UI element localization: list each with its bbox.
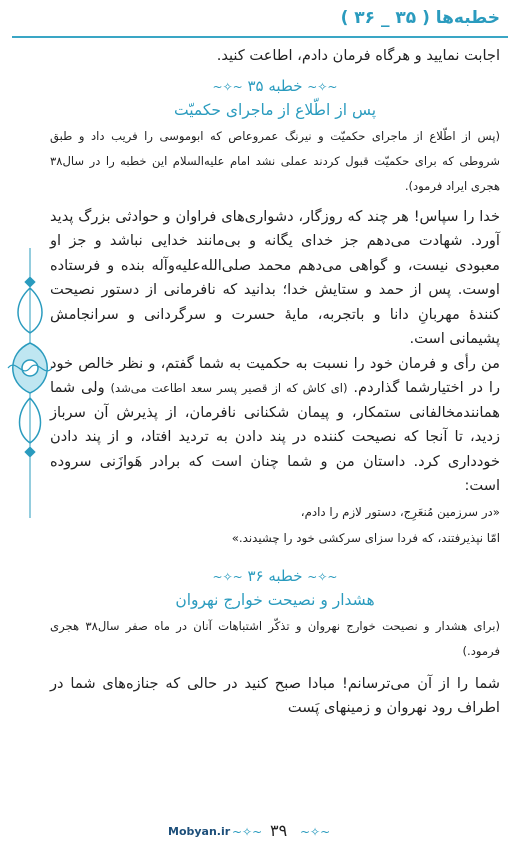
page-footer: [0, 821, 520, 849]
sermon-35-intro: (پس از اطّلاع از ماجرای حکمیّت و نیرنگ عمروعاص که ابوموسی را فریب داد و طبق شروطی که برای حکمیّت قبول کردند عملی نشد امام علیه‌السلام این خطبه را در سال۳۸ هجری ایراد فرمود).: [50, 128, 500, 193]
sermon-35-para-2b: ولی شما همانندمخالفانی ستمکار، و پیمان شکنانی نافرمان، از پذیرش آن سرباز زدید، تا آنجا که نصیحت کننده در پند دادن به تردید افتاد، و از پند دادن خودداری کرد. داستان من و شما چنان است که برادر هَوازَنی سروده است:: [50, 379, 500, 494]
sermon-36-para-1: شما را از آن می‌ترسانم! مبادا صبح کنید در حالی که جنازه‌های شما در اطراف رود نهروان و زمینهای پَست: [50, 674, 500, 716]
ornament-icon: ~✧~: [307, 569, 338, 584]
sermon-35-para-2: [50, 352, 500, 499]
ornament-icon: ~✧~: [212, 79, 243, 94]
page-number: ۳۹: [270, 821, 288, 840]
sermon-35-para-2a: من رأی و فرمان خود را نسبت به حکمیت به شما گفتم، و نظر خالص خود را در اختیارشما گذاردم.: [50, 354, 500, 396]
sermon-35-note: (ای کاش که از قصیر پسر سعد اطاعت می‌شد): [110, 381, 348, 395]
margin-ornament-icon: [2, 248, 58, 518]
page-content: [50, 44, 500, 721]
site-watermark: Mobyan.ir: [168, 825, 231, 838]
sermon-35-heading: [50, 75, 500, 122]
sermon-35-para-1: خدا را سپاس! هر چند که روزگار، دشواری‌های فراوان و حوادثی بزرگ پدید آورد. شهادت می‌دهم جز خدای یگانه و بی‌مانند خدایی نباشد و جز او معبودی نیست، و گواهی می‌دهم محمد صلی‌الله‌علیه‌وآله بنده و فرستاده اوست. پس از حمد و ستایش خدا؛ بدانید که نافرمانی از دستور نصیحت کنندهٔ مهربانِ دانا و باتجربه، مایهٔ حسرت و سرگردانی و سرانجامش پشیمانی است.: [50, 207, 500, 347]
sermon-35-subtitle: پس از اطّلاع از ماجرای حکمیّت: [173, 100, 377, 119]
ornament-icon: ~✧~: [300, 825, 331, 839]
sermon-36-intro: (برای هشدار و نصیحت خوارج نهروان و تذکّر اشتباهات آنان در ماه صفر سال۳۸ هجری فرمود.): [50, 618, 500, 658]
poem-line-1: «در سرزمین مُنعَرِج، دستور لازم را دادم،: [300, 504, 500, 519]
poem-line-2: امّا نپذیرفتند، که فردا سزای سرکشی خود را چشیدند.»: [231, 530, 500, 545]
page-header: [12, 6, 508, 38]
ornament-icon: ~✧~: [232, 825, 263, 839]
sermon-36-heading: [50, 565, 500, 612]
ornament-icon: ~✧~: [307, 79, 338, 94]
top-paragraph: اجابت نمایید و هرگاه فرمان دادم، اطاعت کنید.: [216, 47, 500, 64]
ornament-icon: ~✧~: [212, 569, 243, 584]
sermon-36-subtitle: هشدار و نصیحت خوارج نهروان: [175, 590, 375, 609]
running-title: خطبه‌ها ( ۳۵ _ ۳۶ ): [340, 8, 500, 28]
sermon-35-number: خطبه ۳۵: [247, 76, 303, 95]
sermon-36-number: خطبه ۳۶: [247, 566, 303, 585]
